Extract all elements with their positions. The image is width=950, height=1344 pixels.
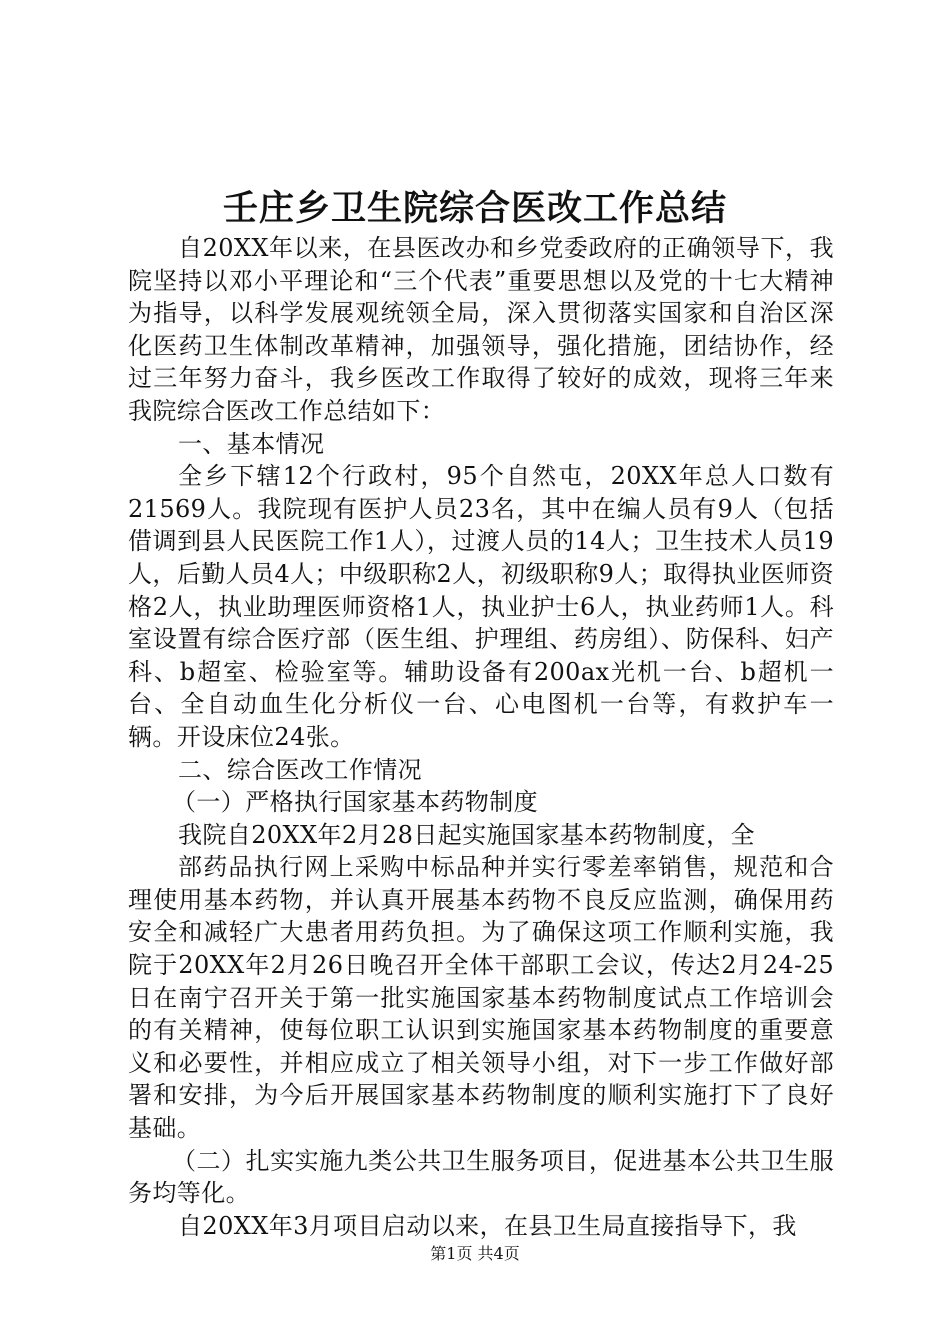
subsection-heading-2: （二）扎实实施九类公共卫生服务项目，促进基本公共卫生服务均等化。 bbox=[128, 1146, 834, 1208]
document-title: 壬庄乡卫生院综合医改工作总结 bbox=[222, 189, 727, 229]
drug-system-paragraph-line: 我院自20XX年2月28日起实施国家基本药物制度，全 bbox=[178, 820, 755, 849]
intro-paragraph: 自20XX年以来，在县医改办和乡党委政府的正确领导下，我院坚持以邓小平理论和“三个代表”重要思想以及党的十七大精神为指导，以科学发展观统领全局，深入贯彻落实国家和自治区深化医药卫生体制改革精神，加强领导，强化措施，团结协作，经过三年努力奋斗，我乡医改工作取得了较好的成效，现将三年来我院综合医改工作总结如下： bbox=[128, 234, 834, 425]
public-health-paragraph: 自20XX年3月项目启动以来，在县卫生局直接指导下，我 bbox=[178, 1211, 797, 1240]
drug-system-paragraph: 部药品执行网上采购中标品种并实行零差率销售，规范和合理使用基本药物，并认真开展基本药物不良反应监测，确保用药安全和减轻广大患者用药负担。为了确保这项工作顺利实施，我院于20XX年2月26日晚召开全体干部职工会议，传达2月24-25日在南宁召开关于第一批实施国家基本药物制度试点工作培训会的有关精神，使每位职工认识到实施国家基本药物制度的重要意义和必要性，并相应成立了相关领导小组，对下一步工作做好部署和安排，为今后开展国家基本药物制度的顺利实施打下了良好基础。 bbox=[128, 853, 834, 1143]
page-footer: 第1页 共4页 bbox=[430, 1244, 520, 1263]
section-heading-basic: 一、基本情况 bbox=[178, 429, 325, 458]
subsection-heading-1: （一）严格执行国家基本药物制度 bbox=[172, 788, 538, 817]
section-heading-reform: 二、综合医改工作情况 bbox=[178, 755, 422, 784]
document-body bbox=[128, 232, 834, 1242]
basic-info-paragraph: 全乡下辖12个行政村，95个自然屯，20XX年总人口数有21569人。我院现有医护人员23名，其中在编人员有9人（包括借调到县人民医院工作1人），过渡人员的14人；卫生技术人员19人，后勤人员4人；中级职称2人，初级职称9人；取得执业医师资格2人，执业助理医师资格1人，执业护士6人，执业药师1人。科室设置有综合医疗部（医生组、护理组、药房组）、防保科、妇产科、b超室、检验室等。辅助设备有200ax光机一台、b超机一台、全自动血生化分析仪一台、心电图机一台等，有救护车一辆。开设床位24张。 bbox=[128, 462, 834, 751]
